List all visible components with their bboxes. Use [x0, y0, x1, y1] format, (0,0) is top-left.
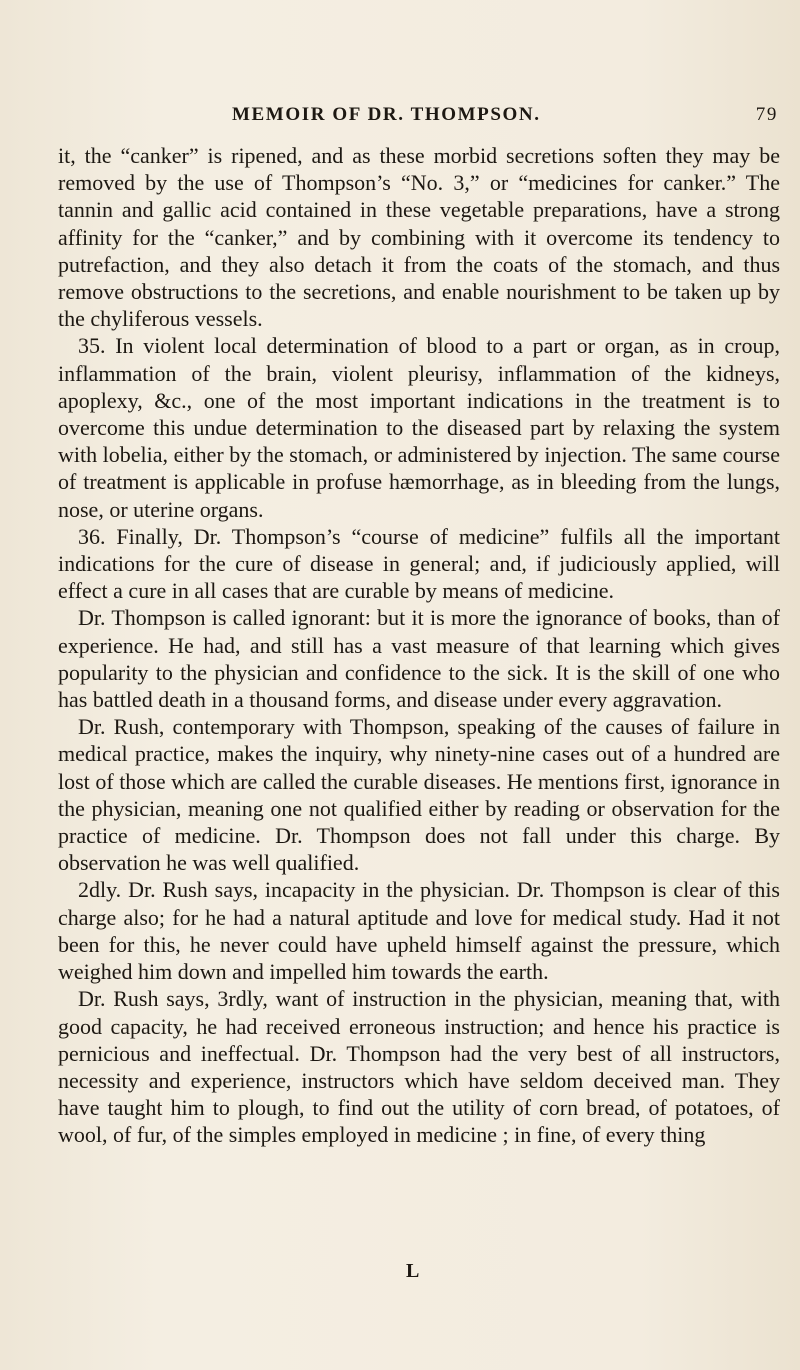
- page-number: 79: [755, 104, 778, 125]
- paragraph: 36. Finally, Dr. Thompson’s “course of medicine” fulfils all the important indications for the cure of disease in general; and, if judiciously applied, will effect a cure in all cases that are curable by means of medicine.: [58, 523, 780, 604]
- paragraph: 35. In violent local determination of blood to a part or organ, as in croup, inflammation of the brain, violent pleurisy, inflammation of the kidneys, apoplexy, &c., one of the most important indications in the treatment is to overcome this undue determination to the diseased part by relaxing the system with lobelia, either by the stomach, or administered by injection. The same course of treatment is applicable in profuse hæmorrhage, as in bleeding from the lungs, nose, or uterine organs.: [58, 333, 780, 522]
- page-header: [232, 104, 778, 128]
- body-text: [58, 142, 780, 1149]
- paragraph: Dr. Rush, contemporary with Thompson, speaking of the causes of failure in medical practice, makes the inquiry, why ninety-nine cases out of a hundred are lost of those which are called the curable diseases. He mentions first, ignorance in the physician, meaning one not qualified either by reading or observation for the practice of medicine. Dr. Thompson does not fall under this charge. By observation he was well qualified.: [58, 714, 780, 876]
- signature-mark: L: [406, 1260, 420, 1282]
- paragraph: it, the “canker” is ripened, and as these morbid secretions soften they may be removed by the use of Thompson’s “No. 3,” or “medicines for canker.” The tannin and gallic acid contained in these vegetable preparations, have a strong affinity for the “canker,” and by combining with it overcome its tendency to putrefaction, and they also detach it from the coats of the stomach, and thus remove obstructions to the secretions, and enable nourishment to be taken up by the chyliferous vessels.: [58, 143, 780, 332]
- paragraph: 2dly. Dr. Rush says, incapacity in the physician. Dr. Thompson is clear of this charge also; for he had a natural aptitude and love for medical study. Had it not been for this, he never could have upheld himself against the pressure, which weighed him down and impelled him towards the earth.: [58, 877, 780, 985]
- paragraph: Dr. Rush says, 3rdly, want of instruction in the physician, meaning that, with good capacity, he had received erroneous instruction; and hence his practice is pernicious and ineffectual. Dr. Thompson had the very best of all instructors, necessity and experience, instructors which have seldom deceived man. They have taught him to plough, to find out the utility of corn bread, of potatoes, of wool, of fur, of the simples employed in medicine ; in fine, of every thing: [58, 986, 780, 1148]
- running-head: MEMOIR OF DR. THOMPSON.: [232, 104, 541, 125]
- paragraph: Dr. Thompson is called ignorant: but it is more the ignorance of books, than of experience. He had, and still has a vast measure of that learning which gives popularity to the physician and confidence to the sick. It is the skill of one who has battled death in a thousand forms, and disease under every aggravation.: [58, 605, 780, 713]
